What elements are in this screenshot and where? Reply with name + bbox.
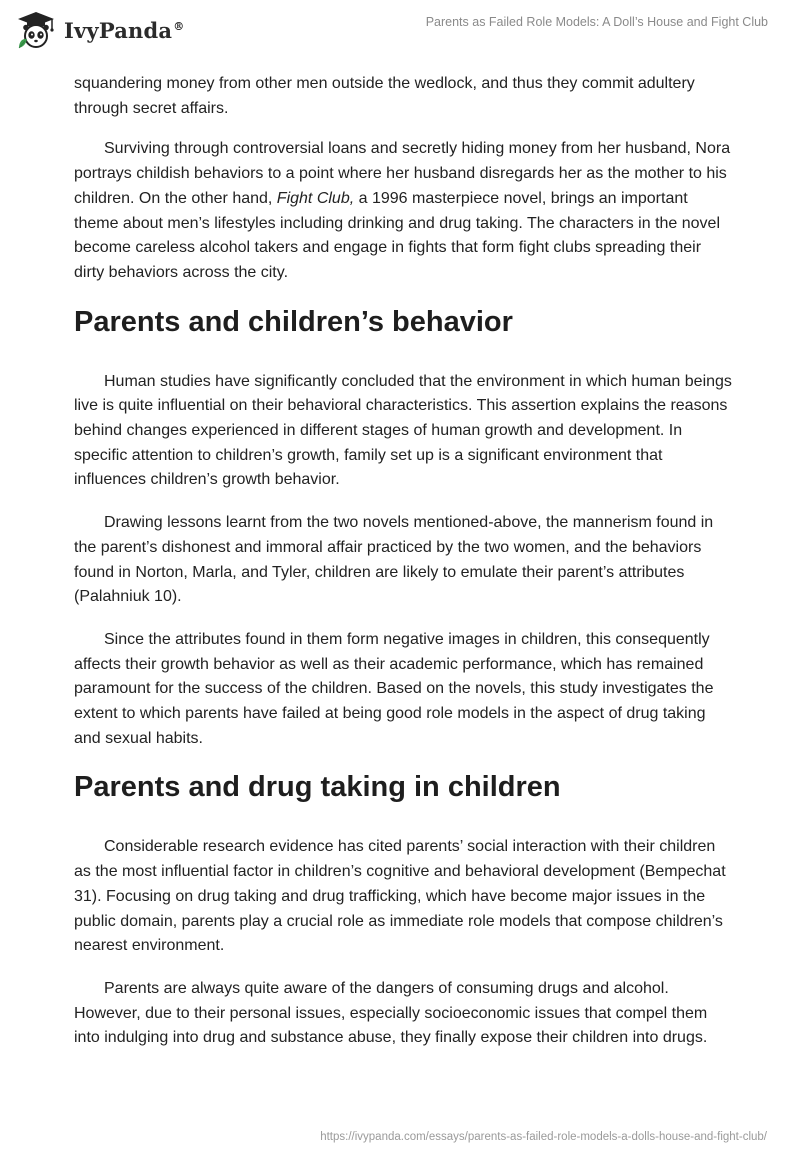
paragraph-text: Surviving through controversial loans and secretly hiding money from her husband, Nora portrays childish behaviors to a point where her husband disregards her as the mother to his children. On the other hand, xyxy=(74,140,731,207)
paragraph: Parents are always quite aware of the dangers of consuming drugs and alcohol. However, due to their personal issues, especially socioeconomic issues that compel them into indulging into drug and substance abuse, they finally expose their children into drugs. xyxy=(74,979,708,1047)
registered-mark: ® xyxy=(173,19,185,33)
section-heading-drug-taking: Parents and drug taking in children xyxy=(74,771,561,804)
page-header xyxy=(0,0,800,70)
source-url-link[interactable]: https://ivypanda.com/essays/parents-as-failed-role-models-a-dolls-house-and-fight-club/ xyxy=(320,1131,767,1143)
paragraph-nora xyxy=(74,137,734,285)
paragraph: Since the attributes found in them form negative images in children, this consequently affects their growth behavior as well as their academic performance, which has remained paramount for the success of the children. Based on the novels, this study investigates the extent to which parents have failed at being good role models in the aspect of drug taking and sexual habits. xyxy=(74,630,714,747)
document-title: Parents as Failed Role Models: A Doll’s House and Fight Club xyxy=(425,15,768,29)
paragraph: Drawing lessons learnt from the two novels mentioned-above, the mannerism found in the parent’s dishonest and immoral affair practiced by the two women, and the behaviors found in Norton, Marla, and Tyler, children are likely to emulate their parent’s attributes (Palahniuk 10). xyxy=(74,514,714,606)
paragraph-continuation: squandering money from other men outside the wedlock, and thus they commit adultery through secret affairs. xyxy=(74,75,695,117)
paragraph: Human studies have significantly concluded that the environment in which human beings live is quite influential on their behavioral characteristics. This assertion explains the reasons behind changes experienced in different stages of human growth and development. In specific attention to children’s growth, family set up is a significant environment that influences children’s growth behavior. xyxy=(74,372,732,489)
section-heading-children-behavior: Parents and children’s behavior xyxy=(74,305,513,338)
paragraph-text: a 1996 masterpiece novel, brings an important theme about men’s lifestyles including drinking and drug taking. The characters in the novel become careless alcohol takers and engage in fights that form fight clubs spreading their dirty behaviors across the city. xyxy=(74,189,721,281)
brand-logo[interactable] xyxy=(14,10,184,50)
essay-content xyxy=(74,72,734,1069)
novel-title-fight-club: Fight Club, xyxy=(276,189,355,207)
brand-name: IvyPanda® xyxy=(64,17,185,43)
paragraph: Considerable research evidence has cited parents’ social interaction with their children as the most influential factor in children’s cognitive and behavioral development (Bempechat 31). Focusing on drug taking and drug trafficking, which have become major issues in the public domain, parents play a crucial role as immediate role models that compose children’s nearest environment. xyxy=(74,838,726,955)
panda-graduate-icon xyxy=(14,10,58,50)
